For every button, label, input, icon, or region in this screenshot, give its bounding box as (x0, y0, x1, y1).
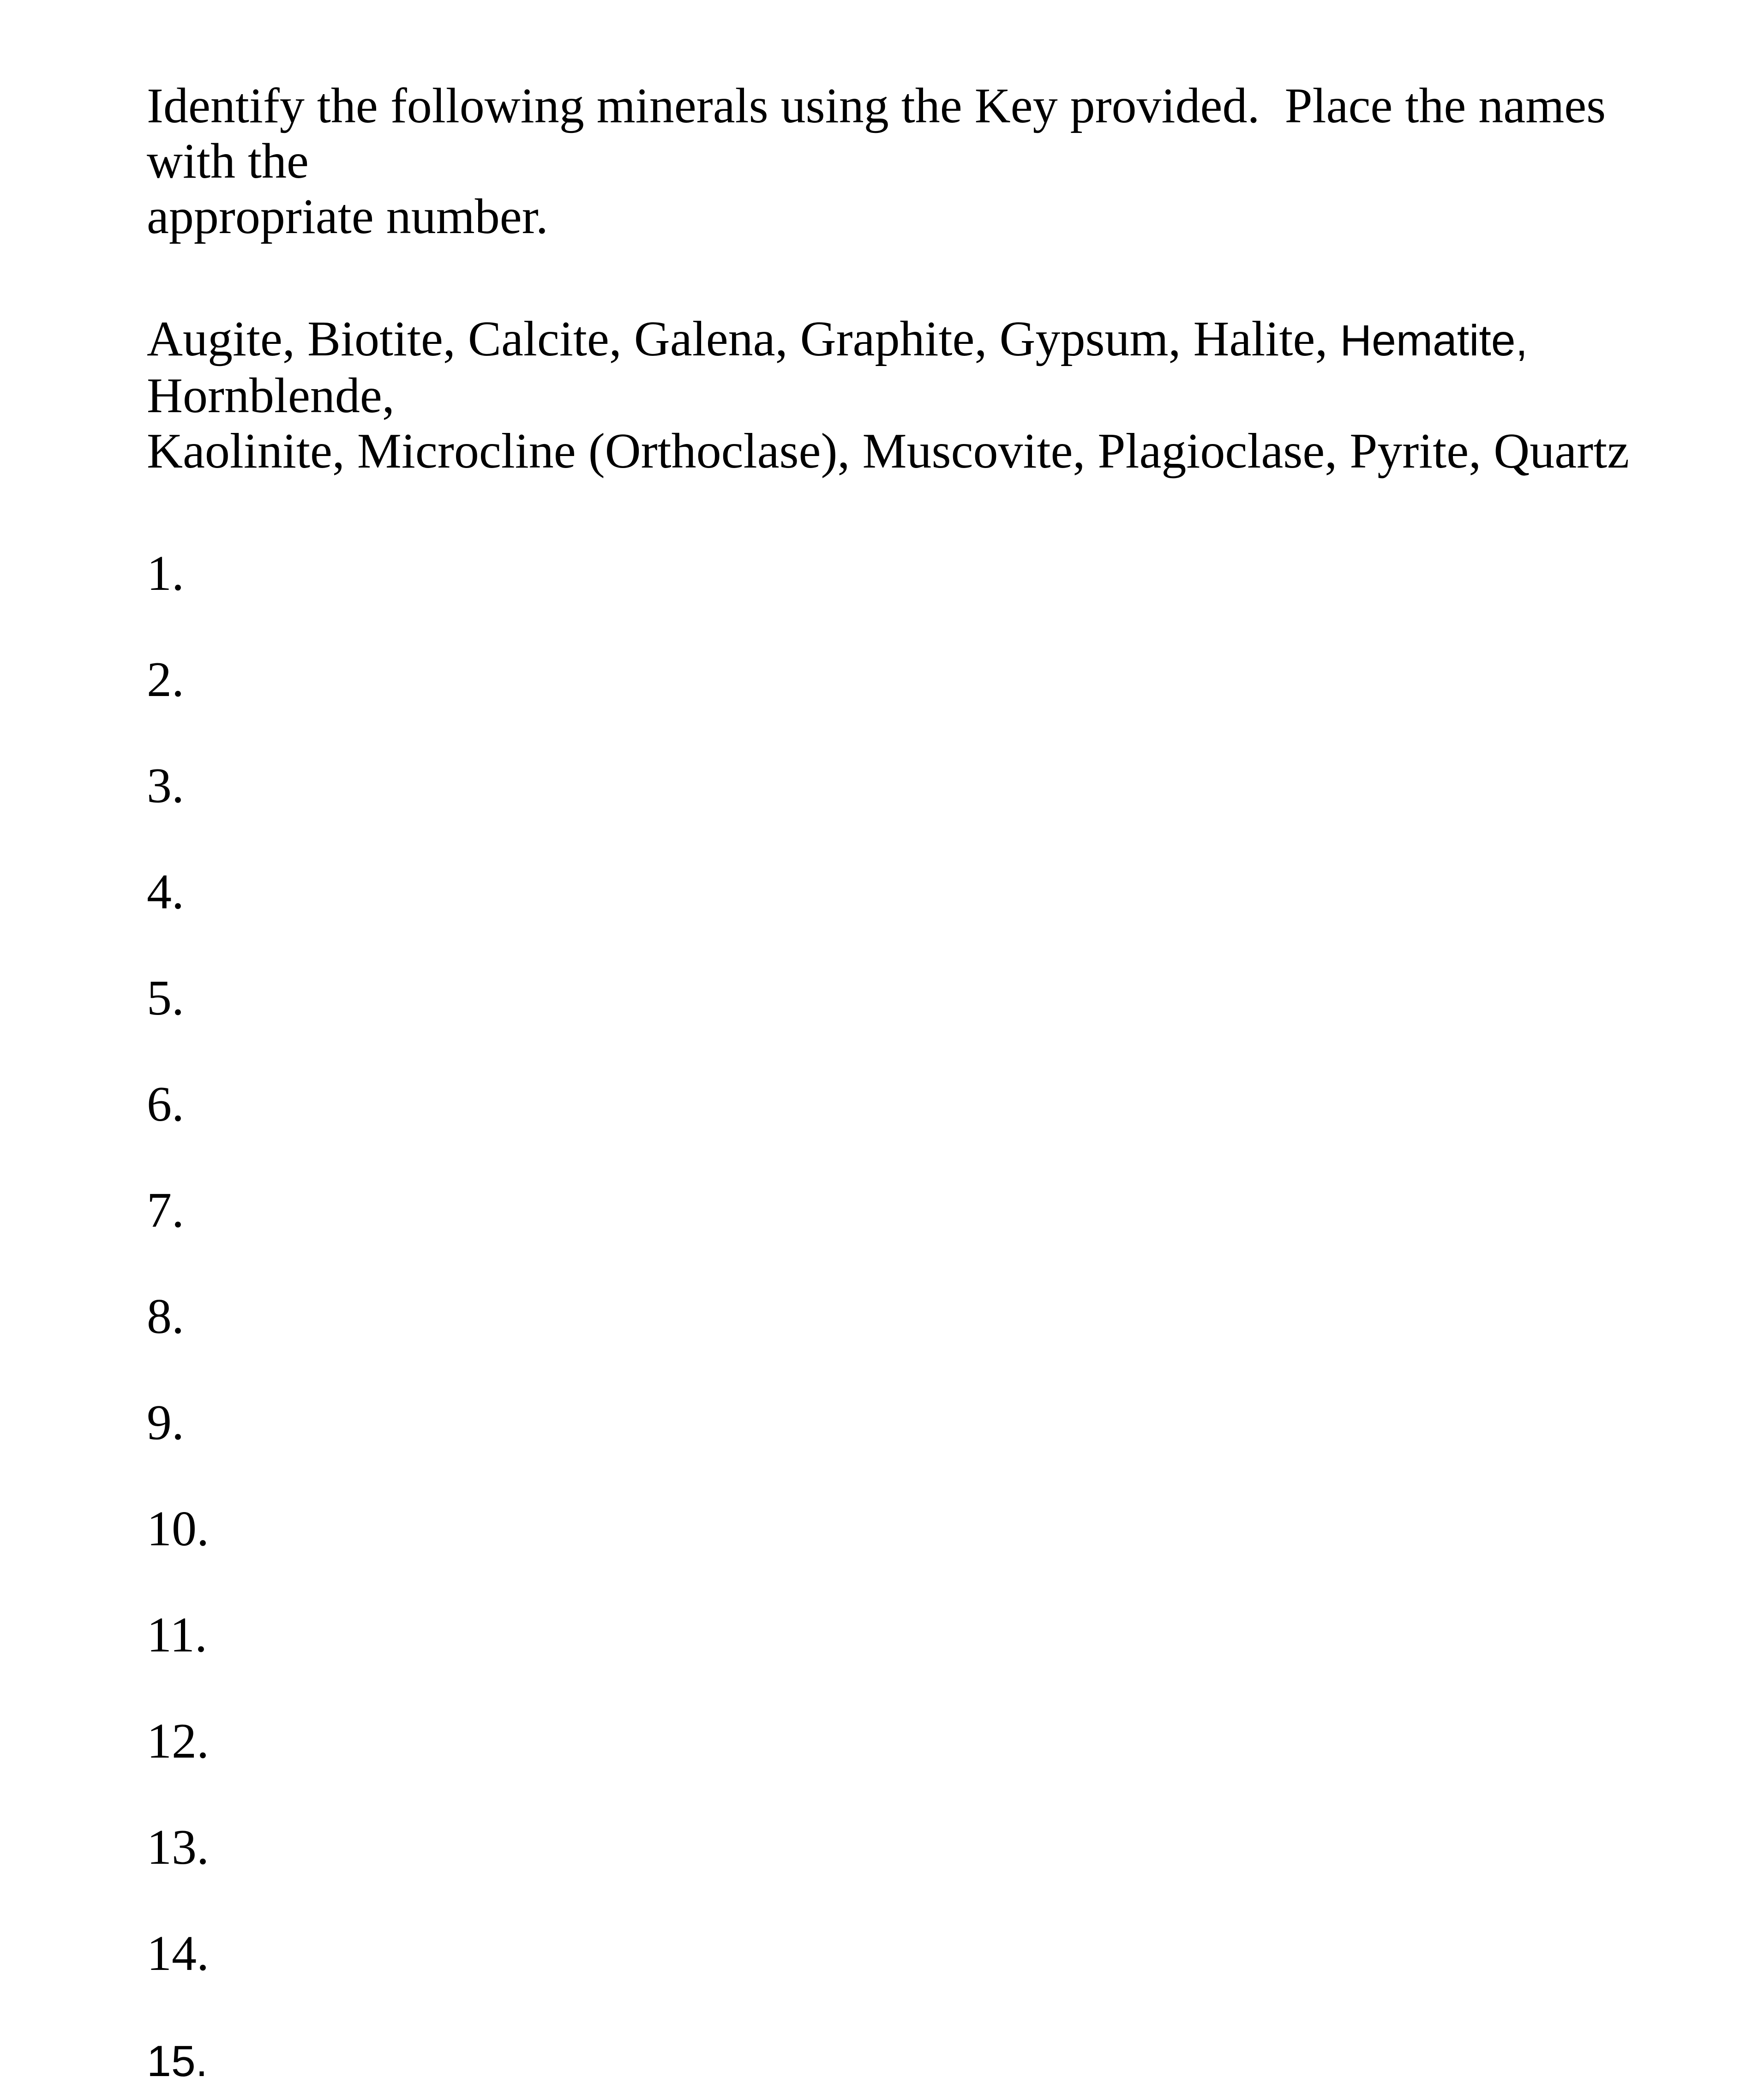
numbered-answer-list (147, 546, 1695, 2088)
answer-line-4 (147, 864, 1695, 920)
answer-number-14: 14. (147, 1926, 209, 1981)
mineral-word-bank (147, 312, 1695, 479)
instructions-paragraph (147, 78, 1695, 245)
answer-line-3 (147, 758, 1695, 814)
word-bank-line-2: Kaolinite, Microcline (Orthoclase), Muscovite, Plagioclase, Pyrite, Quartz (147, 424, 1630, 479)
answer-number-3: 3. (147, 758, 184, 813)
answer-line-8 (147, 1289, 1695, 1345)
answer-line-12 (147, 1714, 1695, 1769)
answer-line-7 (147, 1183, 1695, 1238)
word-bank-line-1-after: Hornblende, (147, 312, 1541, 423)
answer-line-5 (147, 971, 1695, 1026)
answer-number-7: 7. (147, 1183, 184, 1238)
answer-line-6 (147, 1077, 1695, 1132)
answer-line-2 (147, 652, 1695, 708)
answer-line-10 (147, 1501, 1695, 1557)
answer-line-15 (147, 2032, 1695, 2088)
answer-line-14 (147, 1926, 1695, 1981)
answer-number-5: 5. (147, 971, 184, 1026)
answer-number-13: 13. (147, 1820, 209, 1875)
answer-line-13 (147, 1820, 1695, 1875)
answer-number-9: 9. (147, 1395, 184, 1450)
answer-number-4: 4. (147, 864, 184, 919)
word-bank-line-1-before: Augite, Biotite, Calcite, Galena, Graphite, Gypsum, Halite, (147, 312, 1340, 366)
answer-number-6: 6. (147, 1077, 184, 1132)
answer-number-11: 11. (147, 1608, 207, 1663)
answer-number-1: 1. (147, 546, 184, 601)
answer-line-11 (147, 1608, 1695, 1663)
answer-number-12: 12. (147, 1714, 209, 1769)
instructions-line-2: appropriate number. (147, 189, 548, 244)
answer-number-10: 10. (147, 1501, 209, 1556)
answer-number-8: 8. (147, 1289, 184, 1344)
instructions-line-1: Identify the following minerals using the Key provided. Place the names with the (147, 78, 1619, 189)
answer-number-15: 15. (147, 2037, 208, 2086)
answer-line-1 (147, 546, 1695, 601)
word-bank-hematite: Hematite, (1340, 316, 1528, 365)
answer-line-9 (147, 1395, 1695, 1451)
answer-number-2: 2. (147, 652, 184, 707)
